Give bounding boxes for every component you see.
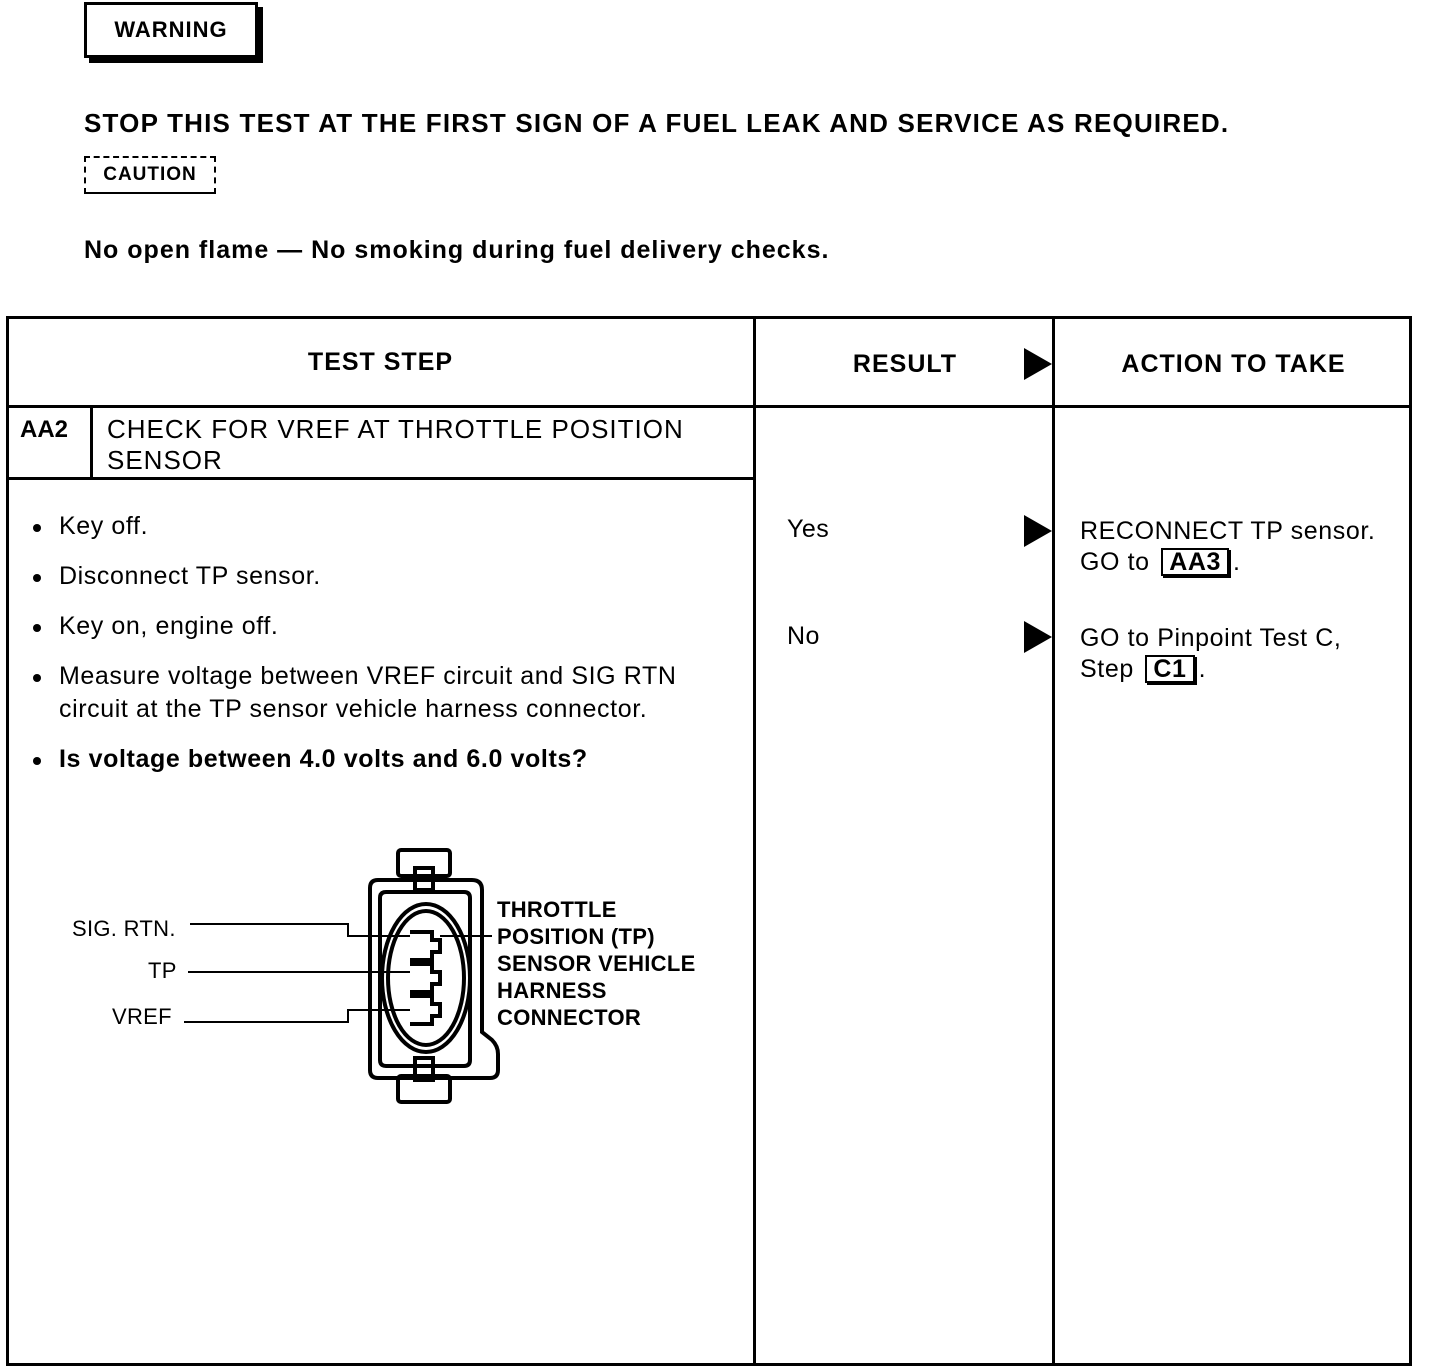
instruction-question: Is voltage between 4.0 volts and 6.0 volts?: [30, 743, 730, 776]
result-yes-arrow-icon: [1024, 515, 1052, 547]
header-action: ACTION TO TAKE: [1121, 350, 1346, 378]
step-ref-c1[interactable]: C1: [1145, 655, 1194, 683]
connector-label-line: CONNECTOR: [497, 1005, 642, 1030]
step-ref-aa3[interactable]: AA3: [1161, 548, 1229, 576]
pin-label-tp: TP: [148, 958, 177, 983]
instruction-item: Key off.: [30, 510, 730, 543]
result-no-arrow-icon: [1024, 621, 1052, 653]
header-arrow-icon: [1024, 348, 1052, 380]
step-id-divider: [90, 405, 93, 479]
connector-label-line: HARNESS: [497, 978, 607, 1003]
action-no-suffix: .: [1198, 655, 1207, 683]
warning-label: WARNING: [114, 17, 228, 42]
step-title-divider: [6, 477, 755, 480]
tp-connector-diagram: [60, 840, 740, 1120]
warning-text: STOP THIS TEST AT THE FIRST SIGN OF A FUEL LEAK AND SERVICE AS REQUIRED.: [84, 108, 1230, 138]
caution-text: No open flame — No smoking during fuel delivery checks.: [84, 236, 830, 264]
column-divider-action: [1052, 316, 1055, 1366]
caution-badge: [84, 156, 216, 194]
step-instructions: [30, 510, 730, 793]
connector-label: [497, 896, 696, 1031]
header-result: RESULT: [852, 350, 958, 378]
connector-label-line: POSITION (TP): [497, 924, 655, 949]
connector-label-line: SENSOR VEHICLE: [497, 951, 696, 976]
step-id: AA2: [20, 416, 69, 443]
instruction-item: Disconnect TP sensor.: [30, 560, 730, 593]
result-no: No: [787, 622, 820, 650]
action-yes: [1080, 516, 1400, 578]
caution-label: CAUTION: [103, 164, 197, 185]
header-test-step: TEST STEP: [307, 348, 454, 376]
pin-label-sig-rtn: SIG. RTN.: [72, 916, 176, 941]
instruction-item: Key on, engine off.: [30, 610, 730, 643]
column-divider-result: [753, 316, 756, 1366]
action-no: [1080, 623, 1400, 685]
step-title: CHECK FOR VREF AT THROTTLE POSITION SENSOR: [107, 414, 684, 475]
header-divider: [6, 405, 1412, 408]
action-yes-text: RECONNECT TP sensor. GO to: [1080, 517, 1376, 576]
result-yes: Yes: [787, 515, 830, 543]
instruction-item: Measure voltage between VREF circuit and SIG RTN circuit at the TP sensor vehicle harness connector.: [30, 660, 709, 726]
action-yes-suffix: .: [1233, 548, 1241, 576]
warning-badge: [84, 2, 258, 58]
action-no-text: GO to Pinpoint Test C, Step: [1080, 624, 1342, 683]
connector-label-line: THROTTLE: [497, 897, 617, 922]
pin-label-vref: VREF: [112, 1004, 172, 1029]
